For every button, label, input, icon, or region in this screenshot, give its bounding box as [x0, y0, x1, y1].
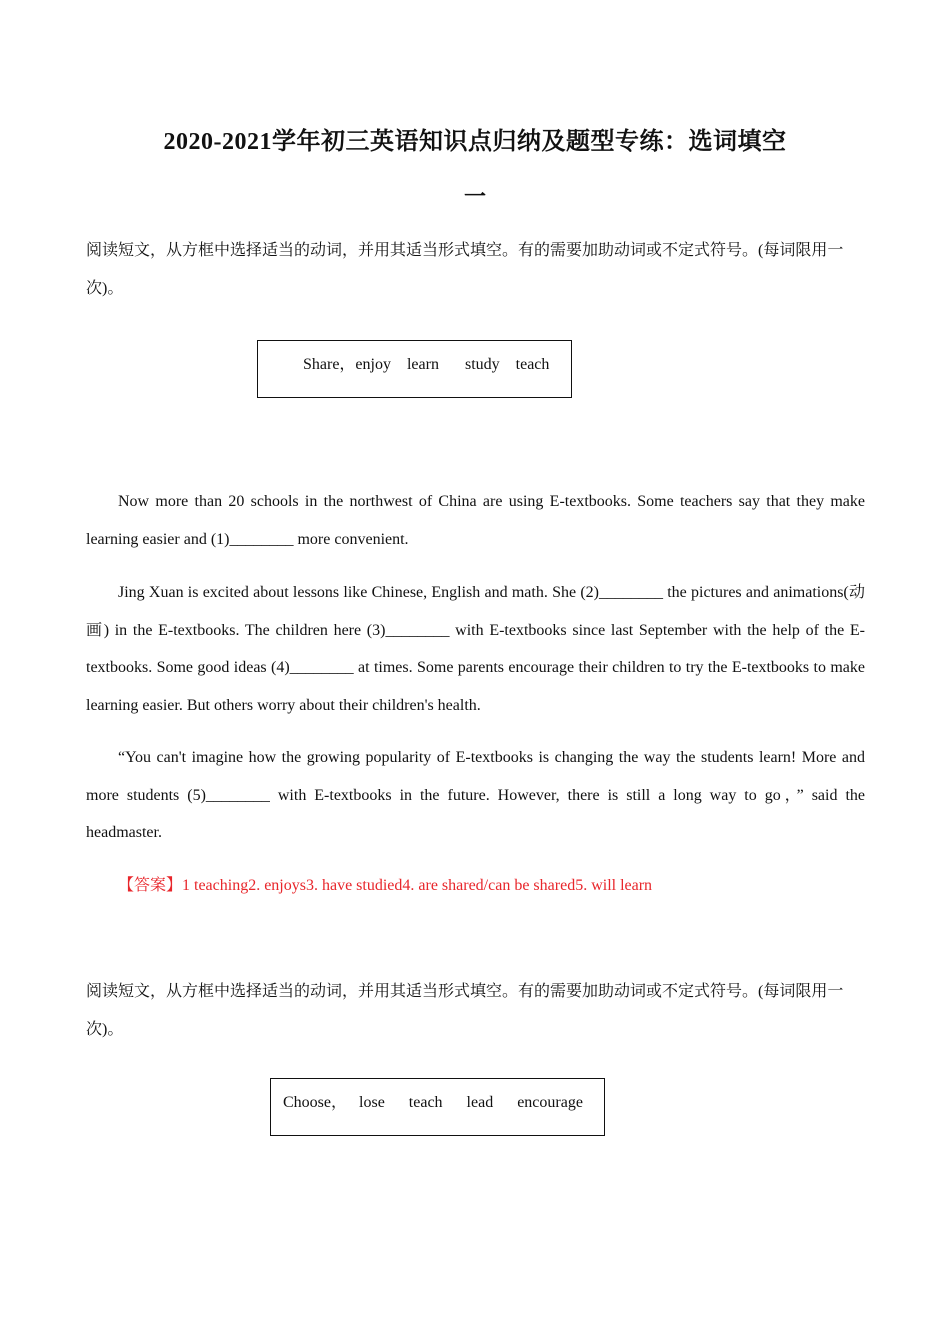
section2-instruction: 阅读短文，从方框中选择适当的动词，并用其适当形式填空。有的需要加助动词或不定式符号。(每词限用一次)。: [86, 983, 844, 1038]
section1-word-box: [257, 340, 572, 398]
page-subtitle: 一: [463, 184, 486, 209]
passage-paragraph-2: Jing Xuan is excited about lessons like Chinese, English and math. She (2)________ the pictures and animations(动画) in the E-textbooks. The children here (3)________ with E-textbooks since last September with the help of the E-textbooks. Some good ideas (4)________ at times. Some parents encourage their children to try the E-textbooks to make learning easier. But others worry about their children's health.: [86, 584, 865, 714]
word-box-item: teach: [408, 1094, 443, 1111]
passage-paragraph-1: Now more than 20 schools in the northwest of China are using E-textbooks. Some teachers say that they make learning easier and (1)________ more convenient.: [86, 493, 865, 548]
word-box-item: learn: [406, 356, 439, 373]
section2-word-box: [270, 1078, 605, 1136]
word-box-item: study: [464, 356, 500, 373]
word-box-item: Choose，: [283, 1094, 348, 1111]
passage-paragraph-3: “You can't imagine how the growing popularity of E-textbooks is changing the way the students learn! More and more students (5)________ with E-textbooks in the future. However, there is still a long way to go，” said the headmaster.: [86, 749, 865, 841]
word-box-item: teach: [515, 356, 550, 373]
answer-line: 【答案】1 teaching2. enjoys3. have studied4. are shared/can be shared5. will learn: [118, 877, 653, 894]
word-box-item: lead: [466, 1094, 494, 1111]
word-box-item: encourage: [517, 1094, 583, 1111]
word-box-item: lose: [359, 1094, 385, 1111]
word-box-item: Share，enjoy: [303, 356, 391, 373]
section1-instruction: 阅读短文，从方框中选择适当的动词，并用其适当形式填空。有的需要加助动词或不定式符号。(每词限用一次)。: [86, 242, 844, 297]
page-title: 2020-2021学年初三英语知识点归纳及题型专练：选词填空: [163, 129, 787, 155]
